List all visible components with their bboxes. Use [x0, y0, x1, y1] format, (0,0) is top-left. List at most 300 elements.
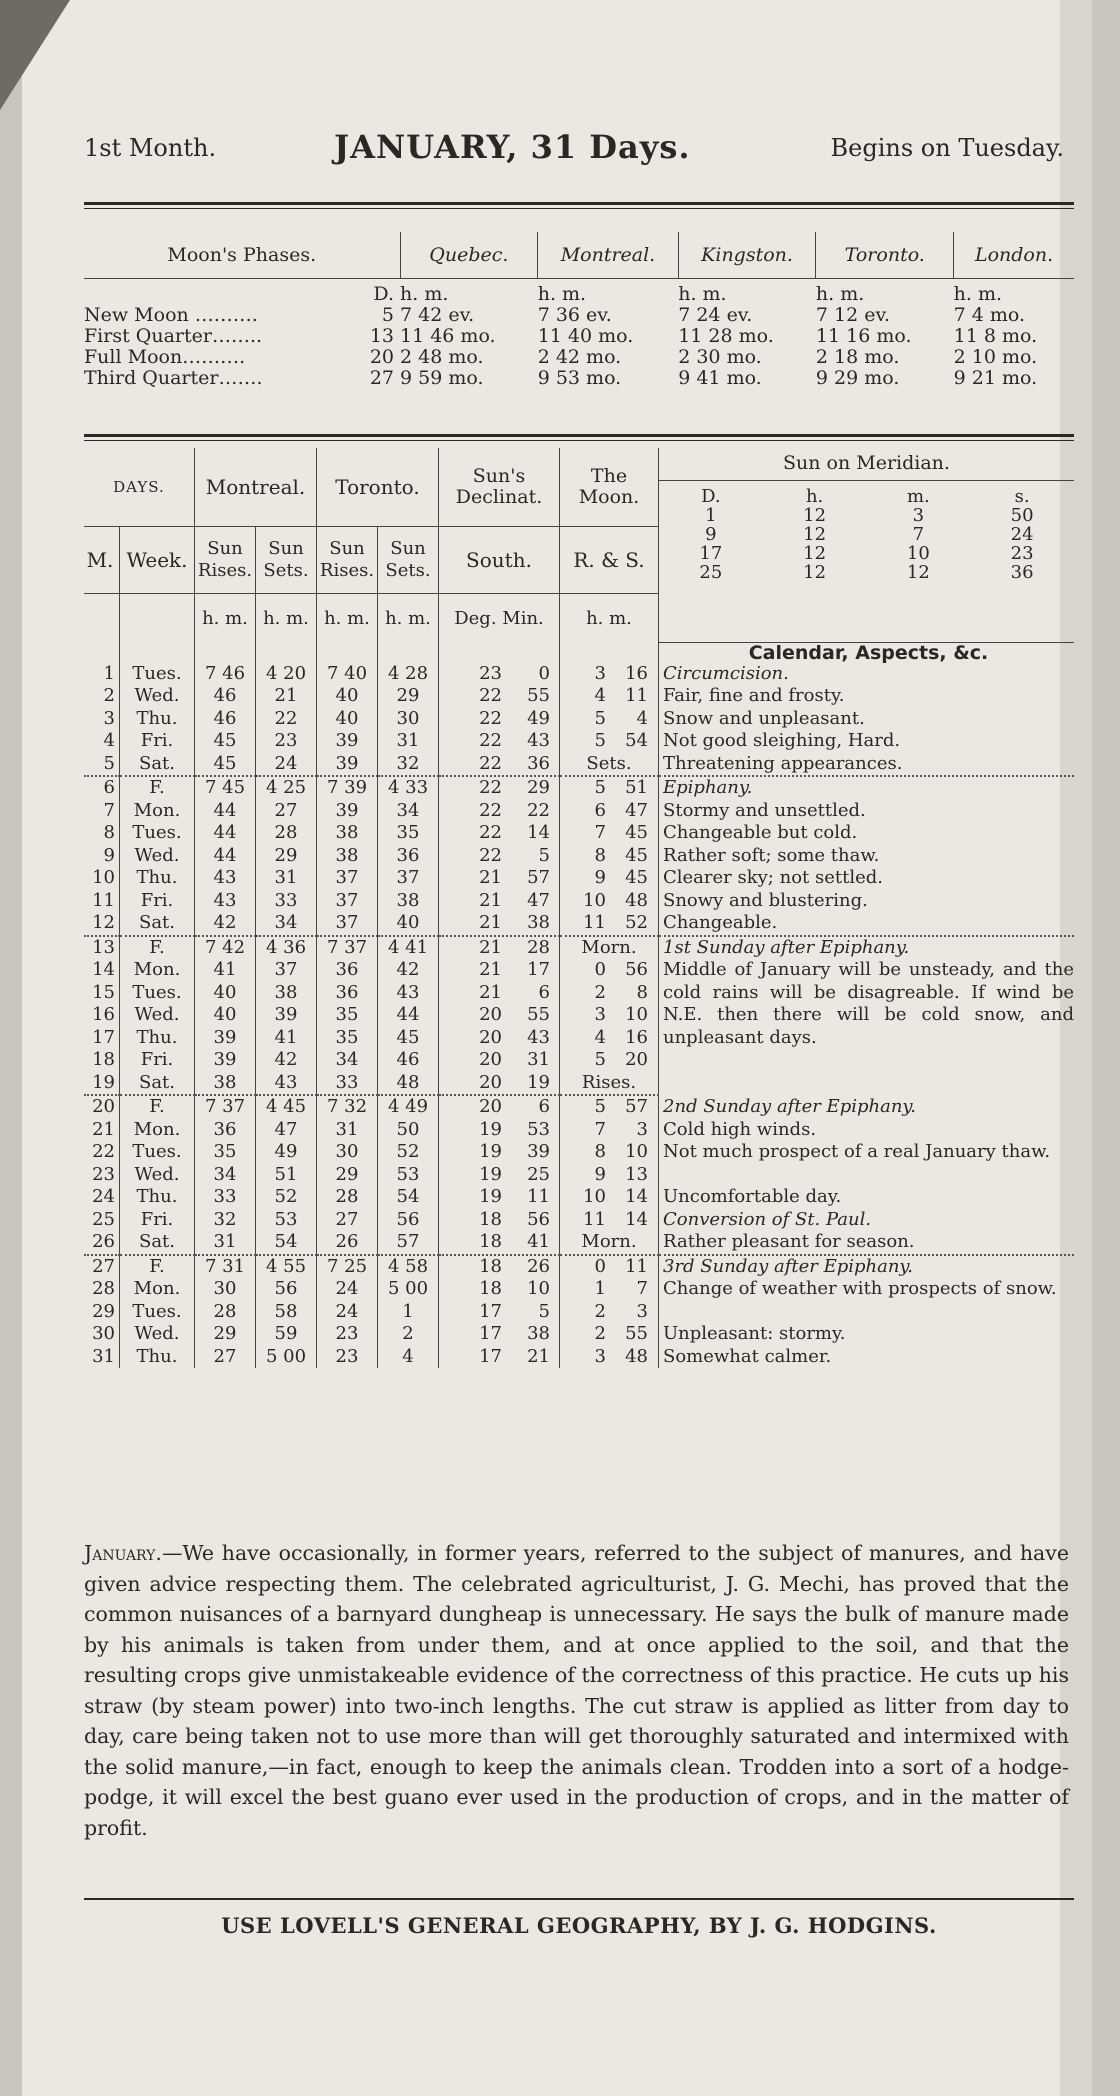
calendar-note: Epiphany.: [663, 777, 753, 798]
toronto-sunset: 4: [378, 1346, 439, 1369]
day-of-month: 26: [84, 1231, 120, 1255]
montreal-sunrise: 36: [195, 1119, 256, 1142]
moon-rise-set: 3 48: [560, 1346, 659, 1369]
phase-time: 7 12 ev.: [815, 303, 891, 326]
day-of-month: 20: [84, 1095, 120, 1119]
declination: 18 56: [439, 1209, 560, 1232]
moon-rise-set: Rises.: [560, 1072, 659, 1096]
day-of-week: Sat.: [120, 753, 195, 777]
toronto-sunset: 36: [378, 845, 439, 868]
meridian-cell: 50: [1010, 505, 1034, 526]
daily-table: [84, 448, 1074, 1368]
montreal-sunset: 28: [256, 822, 317, 845]
montreal-sunset: 59: [256, 1323, 317, 1346]
day-of-week: Wed.: [120, 1323, 195, 1346]
toronto-sunrise: 27: [317, 1209, 378, 1232]
moon-phase-row: [84, 347, 1074, 368]
day-row: [84, 1255, 1074, 1279]
toronto-sunrise: 30: [317, 1141, 378, 1164]
daily-rows: [84, 642, 1074, 1368]
phase-time: 11 8 mo.: [953, 324, 1038, 347]
montreal-sunrise: 31: [195, 1231, 256, 1255]
phase-time: 2 18 mo.: [815, 345, 900, 368]
meridian-row: [659, 563, 1074, 582]
phase-time: 7 4 mo.: [953, 303, 1026, 326]
montreal-sunset: 58: [256, 1301, 317, 1324]
article-lead: January.: [84, 1541, 162, 1565]
day-of-week: Wed.: [120, 1164, 195, 1187]
declination: 19 53: [439, 1119, 560, 1142]
montreal-sunset: 43: [256, 1072, 317, 1096]
moon-subhead: h. m.: [400, 282, 449, 305]
meridian-subhead: s.: [1014, 486, 1030, 507]
toronto-sunrise: 31: [317, 1119, 378, 1142]
meridian-cell: 12: [803, 505, 827, 526]
montreal-sunset: 49: [256, 1141, 317, 1164]
montreal-sunrise: 45: [195, 753, 256, 777]
moon-rise-set: 4 11: [560, 685, 659, 708]
south-heading: South.: [439, 527, 560, 594]
moon-subhead: h. m.: [815, 282, 865, 305]
montreal-sunrise: 27: [195, 1346, 256, 1369]
moon-rise-set: 6 47: [560, 800, 659, 823]
montreal-sunrise: 39: [195, 1027, 256, 1050]
spacer: [378, 642, 439, 663]
montreal-sunset: 4 55: [256, 1255, 317, 1279]
toronto-sunset: 38: [378, 890, 439, 913]
declination: 21 28: [439, 936, 560, 960]
declination: 18 10: [439, 1278, 560, 1301]
montreal-sunrise: 46: [195, 685, 256, 708]
toronto-sunset: 48: [378, 1072, 439, 1096]
day-of-month: 11: [84, 890, 120, 913]
calendar-note: Threatening appearances.: [659, 753, 1075, 777]
montreal-sunrise: 39: [195, 1049, 256, 1072]
moon-heading: The Moon.: [560, 448, 659, 527]
montreal-sunrise: 7 45: [195, 776, 256, 800]
city-heading: Kingston.: [678, 232, 816, 279]
phase-time: 2 30 mo.: [678, 345, 762, 368]
montreal-sunset: 4 20: [256, 663, 317, 686]
day-of-month: 23: [84, 1164, 120, 1187]
calendar-note: Changeable.: [659, 912, 1075, 936]
toronto-sunset: 30: [378, 708, 439, 731]
calendar-note: Somewhat calmer.: [663, 1345, 832, 1367]
moon-phase-row: [84, 305, 1074, 326]
toronto-sunrise: 28: [317, 1186, 378, 1209]
toronto-sunset: 56: [378, 1209, 439, 1232]
toronto-heading: Toronto.: [317, 448, 439, 527]
day-of-month: 17: [84, 1027, 120, 1050]
toronto-sunset: 44: [378, 1004, 439, 1027]
montreal-sunset: 21: [256, 685, 317, 708]
day-of-month: 31: [84, 1346, 120, 1369]
phase-day: 13: [369, 324, 394, 347]
sunrise-heading: Sun Rises.: [317, 527, 378, 594]
calendar-note: 3rd Sunday after Epiphany.: [663, 1255, 913, 1277]
moon-rise-set: 5 57: [560, 1095, 659, 1119]
toronto-sunset: 32: [378, 753, 439, 777]
calendar-note: Change of weather with prospects of snow.: [663, 1278, 1057, 1299]
moon-rise-set: 2 55: [560, 1323, 659, 1346]
toronto-sunrise: 7 25: [317, 1255, 378, 1279]
day-of-month: 2: [84, 685, 120, 708]
declination: 21 47: [439, 890, 560, 913]
montreal-sunset: 23: [256, 730, 317, 753]
moon-phase-row: [84, 326, 1074, 347]
moon-phases-heading: Moon's Phases.: [84, 232, 400, 279]
toronto-sunset: 35: [378, 822, 439, 845]
declination: 20 6: [439, 1095, 560, 1119]
calendar-note: Fair, fine and frosty.: [663, 685, 845, 706]
phase-time: 11 40 mo.: [537, 324, 634, 347]
toronto-sunset: 31: [378, 730, 439, 753]
day-row: [84, 1278, 1074, 1301]
moon-rise-set: 3 10: [560, 1004, 659, 1027]
meridian-row: [659, 544, 1074, 563]
toronto-sunset: 1: [378, 1301, 439, 1324]
day-of-month: 22: [84, 1141, 120, 1164]
day-of-month: 21: [84, 1119, 120, 1142]
montreal-sunset: 29: [256, 845, 317, 868]
moon-rise-set: 11 52: [560, 912, 659, 936]
day-of-week: Mon.: [120, 1278, 195, 1301]
meridian-cell: 24: [1010, 524, 1034, 545]
toronto-sunrise: 23: [317, 1323, 378, 1346]
declination: 22 55: [439, 685, 560, 708]
toronto-sunrise: 7 32: [317, 1095, 378, 1119]
calendar-note: Snowy and blustering.: [663, 889, 868, 911]
moon-rise-set: 5 20: [560, 1049, 659, 1072]
toronto-sunset: 5 00: [378, 1278, 439, 1301]
spacer: [195, 642, 256, 663]
day-of-month: 12: [84, 912, 120, 936]
phase-day: 5: [381, 303, 394, 326]
calendar-note: Rather pleasant for season.: [659, 1231, 1075, 1255]
day-row: [84, 685, 1074, 708]
day-row: [84, 1186, 1074, 1209]
city-heading: London.: [974, 244, 1054, 266]
phase-time: 9 53 mo.: [537, 366, 622, 389]
montreal-sunrise: 7 37: [195, 1095, 256, 1119]
toronto-sunset: 29: [378, 685, 439, 708]
moon-rise-set: 0 11: [560, 1255, 659, 1279]
day-of-month: 1: [84, 663, 120, 686]
day-row: [84, 959, 1074, 982]
meridian-subhead: h.: [805, 486, 824, 507]
montreal-sunrise: 45: [195, 730, 256, 753]
montreal-sunrise: 7 42: [195, 936, 256, 960]
toronto-sunset: 43: [378, 982, 439, 1005]
spacer: [439, 642, 560, 663]
phase-name: New Moon ……….: [84, 303, 258, 326]
declination: 21 38: [439, 912, 560, 936]
header-rule: [84, 202, 1074, 209]
toronto-sunrise: 38: [317, 845, 378, 868]
toronto-sunset: 4 33: [378, 776, 439, 800]
meridian-cell: 12: [906, 562, 930, 583]
meridian-cell: 3: [912, 505, 925, 526]
spacer: [256, 642, 317, 663]
declination: 21 57: [439, 867, 560, 890]
day-row: [84, 1231, 1074, 1255]
day-of-week: Sat.: [120, 1072, 195, 1096]
footer-rule: [84, 1898, 1074, 1900]
day-of-week: Tues.: [120, 822, 195, 845]
advert-footer: USE LOVELL'S GENERAL GEOGRAPHY, BY J. G. HODGINS.: [221, 1913, 937, 1938]
phase-name: Full Moon……….: [84, 345, 246, 368]
declination: 18 41: [439, 1231, 560, 1255]
declination: 22 49: [439, 708, 560, 731]
day-of-month: 13: [84, 936, 120, 960]
day-of-week: Mon.: [120, 1119, 195, 1142]
phase-time: 11 28 mo.: [678, 324, 774, 347]
meridian-table: [659, 487, 1074, 582]
day-of-month: 25: [84, 1209, 120, 1232]
day-of-month: 28: [84, 1278, 120, 1301]
toronto-sunset: 4 41: [378, 936, 439, 960]
phase-name: Third Quarter…….: [84, 366, 263, 389]
montreal-sunset: 31: [256, 867, 317, 890]
spacer: [317, 642, 378, 663]
toronto-sunrise: 37: [317, 912, 378, 936]
declination: 17 5: [439, 1301, 560, 1324]
montreal-sunrise: 44: [195, 845, 256, 868]
moon-rise-set: 5 51: [560, 776, 659, 800]
moon-rise-set: 1 7: [560, 1278, 659, 1301]
toronto-sunset: 37: [378, 867, 439, 890]
declination: 22 29: [439, 776, 560, 800]
montreal-sunset: 47: [256, 1119, 317, 1142]
day-of-week: Wed.: [120, 845, 195, 868]
rs-heading: R. & S.: [560, 527, 659, 594]
moon-subhead: h. m.: [953, 282, 1002, 305]
toronto-sunrise: 36: [317, 982, 378, 1005]
toronto-sunrise: 23: [317, 1346, 378, 1369]
montreal-sunrise: 44: [195, 822, 256, 845]
montreal-sunrise: 30: [195, 1278, 256, 1301]
declination: 22 22: [439, 800, 560, 823]
toronto-sunset: 53: [378, 1164, 439, 1187]
declination: 19 39: [439, 1141, 560, 1164]
day-of-month: 15: [84, 982, 120, 1005]
toronto-sunrise: 7 37: [317, 936, 378, 960]
montreal-sunset: 33: [256, 890, 317, 913]
day-of-week: Tues.: [120, 982, 195, 1005]
montreal-sunset: 51: [256, 1164, 317, 1187]
phase-time: 2 10 mo.: [953, 345, 1038, 368]
montreal-sunset: 4 45: [256, 1095, 317, 1119]
toronto-sunrise: 37: [317, 890, 378, 913]
phase-time: 11 46 mo.: [400, 324, 496, 347]
spacer: [84, 642, 120, 663]
sunset-heading: Sun Sets.: [378, 527, 439, 594]
montreal-sunrise: 34: [195, 1164, 256, 1187]
moon-rise-set: Morn.: [560, 936, 659, 960]
day-of-week: F.: [120, 936, 195, 960]
day-of-month: 3: [84, 708, 120, 731]
declination: 20 55: [439, 1004, 560, 1027]
moon-subhead: D.: [373, 282, 394, 305]
calendar-note: 1st Sunday after Epiphany.: [663, 936, 910, 958]
spacer: [560, 642, 659, 663]
day-of-week: Fri.: [120, 730, 195, 753]
montreal-sunset: 54: [256, 1231, 317, 1255]
day-of-month: 19: [84, 1072, 120, 1096]
declination: 19 25: [439, 1164, 560, 1187]
montreal-sunrise: 42: [195, 912, 256, 936]
moon-rise-set: Morn.: [560, 1231, 659, 1255]
toronto-sunrise: 40: [317, 685, 378, 708]
sunset-heading: Sun Sets.: [256, 527, 317, 594]
moon-subhead: h. m.: [537, 282, 587, 305]
toronto-sunset: 4 58: [378, 1255, 439, 1279]
day-of-month: 10: [84, 867, 120, 890]
phase-time: 2 48 mo.: [400, 345, 484, 368]
calendar-heading: Calendar, Aspects, &c.: [748, 641, 989, 664]
city-heading: Toronto.: [816, 232, 954, 279]
phase-time: 9 29 mo.: [815, 366, 900, 389]
meridian-cell: 25: [699, 562, 723, 583]
montreal-sunrise: 44: [195, 800, 256, 823]
moon-rise-set: 2 8: [560, 982, 659, 1005]
declination: 22 14: [439, 822, 560, 845]
moon-rise-set: 7 45: [560, 822, 659, 845]
moon-rise-set: 5 4: [560, 708, 659, 731]
phase-day: 27: [369, 366, 394, 389]
montreal-sunset: 53: [256, 1209, 317, 1232]
moon-phases-body: [84, 279, 1074, 389]
meridian-row: [659, 525, 1074, 544]
moon-rise-set: 9 45: [560, 867, 659, 890]
day-of-month: 24: [84, 1186, 120, 1209]
toronto-sunset: 57: [378, 1231, 439, 1255]
declination: 20 19: [439, 1072, 560, 1096]
page-header: [84, 128, 1074, 172]
declination: 23 0: [439, 663, 560, 686]
day-of-week: Thu.: [120, 1186, 195, 1209]
day-of-month: 7: [84, 800, 120, 823]
montreal-sunrise: 40: [195, 982, 256, 1005]
day-of-month: 30: [84, 1323, 120, 1346]
moon-rise-set: 2 3: [560, 1301, 659, 1324]
day-row: [84, 1323, 1074, 1346]
montreal-sunrise: 38: [195, 1072, 256, 1096]
day-of-week: Thu.: [120, 1027, 195, 1050]
day-of-month: 16: [84, 1004, 120, 1027]
montreal-sunset: 24: [256, 753, 317, 777]
day-of-week: Tues.: [120, 1141, 195, 1164]
toronto-sunset: 34: [378, 800, 439, 823]
day-of-week: Sat.: [120, 912, 195, 936]
day-row: [84, 845, 1074, 868]
moon-rise-set: Sets.: [560, 753, 659, 777]
moon-rise-set: 3 16: [560, 663, 659, 686]
montreal-sunset: 4 36: [256, 936, 317, 960]
week-heading: Week.: [120, 527, 195, 594]
toronto-sunset: 52: [378, 1141, 439, 1164]
day-row: [84, 890, 1074, 913]
phase-time: 11 16 mo.: [815, 324, 912, 347]
day-of-week: Thu.: [120, 708, 195, 731]
day-of-week: Tues.: [120, 663, 195, 686]
moon-phase-row: [84, 368, 1074, 389]
phase-name: First Quarter……..: [84, 324, 263, 347]
montreal-sunrise: 43: [195, 867, 256, 890]
toronto-sunrise: 24: [317, 1278, 378, 1301]
day-row: [84, 822, 1074, 845]
day-row: [84, 800, 1074, 823]
day-row: [84, 1346, 1074, 1369]
toronto-sunrise: 35: [317, 1027, 378, 1050]
toronto-sunrise: 36: [317, 959, 378, 982]
toronto-sunrise: 33: [317, 1072, 378, 1096]
meridian-cell: 23: [1010, 543, 1034, 564]
month-number: 1st Month.: [84, 134, 217, 162]
meridian-cell: 12: [803, 562, 827, 583]
phase-time: 2 42 mo.: [537, 345, 622, 368]
toronto-sunset: 46: [378, 1049, 439, 1072]
meridian-cell: 7: [912, 524, 925, 545]
moon-rise-set: 0 56: [560, 959, 659, 982]
day-of-week: Fri.: [120, 1209, 195, 1232]
moon-phases-table: [84, 232, 1074, 389]
day-row: [84, 936, 1074, 960]
montreal-sunset: 38: [256, 982, 317, 1005]
spacer: [84, 279, 344, 305]
day-row: [84, 912, 1074, 936]
day-of-month: 14: [84, 959, 120, 982]
calendar-note: Unpleasant: stormy.: [663, 1323, 846, 1344]
moon-rise-set: 9 13: [560, 1164, 659, 1187]
calendar-note: Conversion of St. Paul.: [663, 1208, 872, 1230]
city-heading: Montreal.: [538, 232, 679, 279]
month-title: JANUARY, 31 Days.: [334, 128, 691, 166]
meridian-subhead: D.: [701, 486, 721, 507]
day-of-week: F.: [120, 1095, 195, 1119]
day-of-week: Mon.: [120, 800, 195, 823]
calendar-note: Cold high winds.: [663, 1118, 817, 1140]
moon-rise-set: 4 16: [560, 1027, 659, 1050]
montreal-sunrise: 43: [195, 890, 256, 913]
hm-heading: h. m.: [560, 594, 659, 643]
hm-heading: h. m.: [378, 594, 439, 643]
montreal-sunset: 37: [256, 959, 317, 982]
montreal-sunrise: 40: [195, 1004, 256, 1027]
toronto-sunset: 50: [378, 1119, 439, 1142]
toronto-sunset: 54: [378, 1186, 439, 1209]
declination: 20 31: [439, 1049, 560, 1072]
meridian-cell: 10: [906, 543, 930, 564]
toronto-sunset: 2: [378, 1323, 439, 1346]
declination: 21 6: [439, 982, 560, 1005]
montreal-sunset: 4 25: [256, 776, 317, 800]
city-heading: Quebec.: [400, 232, 538, 279]
montreal-sunset: 22: [256, 708, 317, 731]
montreal-sunset: 56: [256, 1278, 317, 1301]
toronto-sunrise: 7 40: [317, 663, 378, 686]
day-row: [84, 1141, 1074, 1164]
montreal-sunrise: 7 46: [195, 663, 256, 686]
toronto-sunrise: 29: [317, 1164, 378, 1187]
calendar-note: Circumcision.: [663, 662, 789, 684]
toronto-sunset: 4 28: [378, 663, 439, 686]
montreal-sunset: 39: [256, 1004, 317, 1027]
meridian-subhead: m.: [906, 486, 930, 507]
month-begins: Begins on Tuesday.: [830, 134, 1064, 162]
day-of-week: Wed.: [120, 1004, 195, 1027]
toronto-sunset: 45: [378, 1027, 439, 1050]
